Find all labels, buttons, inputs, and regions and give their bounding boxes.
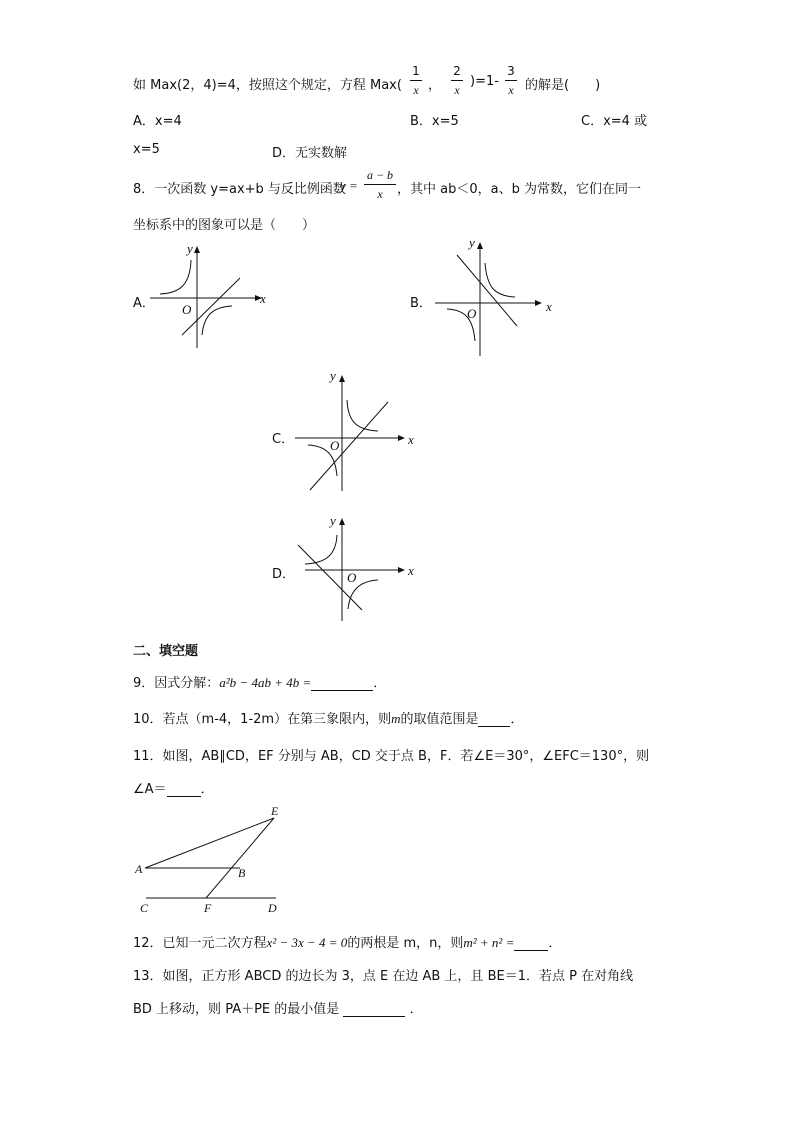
origin-label: O — [347, 570, 357, 585]
q9-line — [133, 672, 386, 691]
q7-frac2-bar — [451, 80, 463, 81]
q12-line — [133, 932, 561, 951]
q7-mid: )=1- — [470, 74, 499, 89]
q8-frac-bar — [364, 184, 396, 185]
q9-prefix: 9．因式分解： — [133, 676, 220, 691]
point-e-label: E — [271, 804, 279, 818]
x-axis-label: x — [408, 432, 414, 447]
x-axis-label: x — [408, 563, 414, 578]
q7-post: 的解是( ) — [525, 78, 601, 93]
q8-line1-suffix: ，其中 ab＜0，a、b 为常数，它们在同一 — [397, 182, 641, 197]
q9-answer-blank[interactable] — [311, 676, 373, 691]
y-axis-label: y — [330, 368, 336, 383]
q7-option-b: B．x=5 — [410, 114, 459, 129]
q8-line1-prefix: 8．一次函数 y=ax+b 与反比例函数 — [133, 182, 346, 197]
q7-option-a: A．x=4 — [133, 114, 182, 129]
q8-option-b-label: B． — [410, 296, 432, 311]
point-d-label: D — [268, 901, 277, 915]
y-axis-arrow — [194, 246, 200, 253]
q13-line2 — [133, 998, 423, 1017]
origin-label: O — [182, 302, 192, 317]
q8-option-d-label: D． — [272, 567, 296, 582]
y-axis-label: y — [330, 513, 336, 528]
q9-expression: a²b − 4ab + 4b = — [219, 675, 312, 690]
q7-fraction-3 — [505, 64, 517, 97]
q7-frac2-den: x — [454, 83, 460, 97]
q8-option-d-graph — [290, 513, 420, 623]
hyperbola-branch-upper — [305, 535, 337, 564]
q10-end: ． — [510, 712, 524, 727]
hyperbola-branch-upper — [347, 400, 378, 431]
y-axis-arrow — [339, 518, 345, 525]
q12-equation: x² − 3x − 4 = 0 — [266, 935, 348, 950]
q10-suffix: 的取值范围是 — [400, 712, 479, 727]
q8-option-c-graph — [290, 368, 420, 493]
q10-line — [133, 708, 524, 727]
q7-option-c: C．x=4 或 — [581, 114, 648, 129]
q7-frac1-den: x — [413, 83, 419, 97]
point-f-label: F — [204, 901, 212, 915]
origin-label: O — [467, 306, 477, 321]
point-b-label: B — [238, 866, 246, 880]
q8-option-b-graph — [427, 233, 557, 358]
q11-geometry-figure — [134, 803, 294, 918]
q12-expression: m² + n² = — [463, 935, 515, 950]
q13-line1: 13．如图，正方形 ABCD 的边长为 3，点 E 在边 AB 上，且 BE＝1．若点 P 在对角线 — [133, 969, 634, 984]
q8-option-a-label: A． — [133, 296, 155, 311]
q8-option-c-label: C． — [272, 432, 295, 447]
linear-function-line — [310, 402, 388, 490]
q13-line2-suffix: ． — [409, 1002, 423, 1017]
q12-prefix: 12．已知一元二次方程 — [133, 936, 267, 951]
q7-frac1-bar — [410, 80, 422, 81]
q7-frac1-num: 1 — [412, 64, 420, 78]
q13-answer-blank[interactable] — [343, 1002, 405, 1017]
segment-ae — [145, 818, 274, 868]
q10-prefix: 10．若点（m-4，1-2m）在第三象限内，则 — [133, 712, 392, 727]
q12-middle: 的两根是 m，n，则 — [347, 936, 464, 951]
x-axis-label: x — [546, 299, 552, 314]
y-axis-label: y — [187, 241, 193, 256]
x-axis-arrow — [535, 300, 542, 306]
q8-fraction — [364, 168, 396, 201]
q11-line2-prefix: ∠A＝ — [133, 782, 167, 797]
q8-frac-den: x — [377, 187, 383, 201]
x-axis-arrow — [398, 567, 405, 573]
point-a-label: A — [135, 862, 143, 876]
q7-frac3-den: x — [508, 83, 514, 97]
q7-option-d: D．无实数解 — [272, 146, 348, 161]
q8-y-equals: y = — [340, 178, 358, 193]
q11-answer-blank[interactable] — [167, 782, 201, 797]
origin-label: O — [330, 438, 340, 453]
q7-frac3-bar — [505, 80, 517, 81]
section-2-title: 二、填空题 — [133, 644, 199, 659]
q7-comma: ， — [428, 78, 442, 93]
q7-frac2-num: 2 — [453, 64, 461, 78]
x-axis-label: x — [260, 291, 266, 306]
q7-fraction-1 — [410, 64, 422, 97]
q12-suffix: ． — [548, 936, 562, 951]
q13-line2-prefix: BD 上移动，则 PA＋PE 的最小值是 — [133, 1002, 340, 1017]
y-axis-arrow — [339, 375, 345, 382]
point-c-label: C — [140, 901, 149, 915]
q11-line2 — [133, 778, 214, 797]
q8-option-a-graph — [150, 240, 275, 350]
y-axis-label: y — [469, 235, 475, 250]
q9-suffix: ． — [373, 676, 387, 691]
q11-line2-suffix: ． — [200, 782, 214, 797]
q8-frac-num: a − b — [366, 168, 394, 182]
q7-frac3-num: 3 — [507, 64, 515, 78]
x-axis-arrow — [398, 435, 405, 441]
q7-line1-prefix: 如 Max(2，4)=4，按照这个规定，方程 Max( — [133, 78, 402, 93]
hyperbola-branch-upper — [160, 260, 191, 294]
q10-answer-blank[interactable] — [478, 712, 510, 727]
q7-option-c-cont: x=5 — [133, 142, 160, 157]
q11-line1: 11．如图，AB∥CD，EF 分别与 AB，CD 交于点 B，F．若∠E＝30°，∠EFC＝130°，则 — [133, 749, 650, 764]
hyperbola-branch-upper — [485, 263, 515, 297]
q8-line2: 坐标系中的图象可以是（ ） — [133, 218, 316, 233]
q10-variable: m — [391, 711, 401, 726]
segment-ef — [206, 818, 274, 898]
y-axis-arrow — [477, 242, 483, 249]
q7-fraction-2 — [451, 64, 463, 97]
q12-answer-blank[interactable] — [514, 936, 548, 951]
